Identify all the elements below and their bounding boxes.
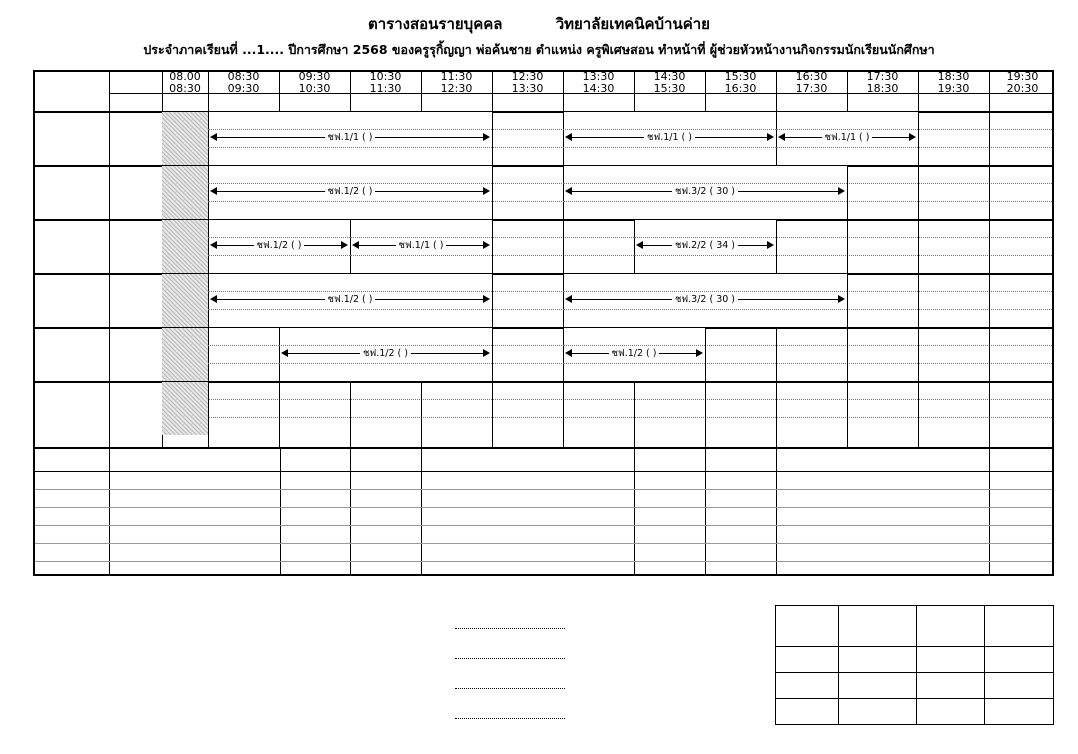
row-dotted-line: [563, 147, 776, 148]
time-start: 12:30: [511, 72, 544, 83]
period-column-divider: [918, 72, 919, 447]
day-column-divider: [109, 72, 110, 447]
subject-table: [33, 449, 1054, 576]
day-label: [35, 273, 109, 327]
class-level-label-wrap: [565, 292, 845, 307]
time-start: 19:30: [1006, 72, 1039, 83]
time-start: 17:30: [866, 72, 899, 83]
time-start: 13:30: [582, 72, 615, 83]
class-level-label-wrap: [565, 346, 703, 361]
class-level-arrow: [210, 131, 490, 144]
day-label: [35, 165, 109, 219]
summary-cell: [776, 672, 838, 698]
period-number: [492, 93, 563, 111]
class-level-label-wrap: [565, 184, 845, 199]
summary-table: [775, 605, 1054, 725]
period-number: [705, 93, 776, 111]
time-start: 16:30: [795, 72, 828, 83]
time-end: 16:30: [724, 81, 757, 93]
subject-column-header: [350, 449, 421, 471]
row-dotted-line: [563, 363, 705, 364]
period-column-divider: [492, 72, 493, 447]
time-end: 11:30: [369, 81, 402, 93]
time-slot: [705, 72, 776, 93]
day-label: [35, 381, 109, 435]
time-value: 08:30: [169, 81, 201, 93]
time-slot: [847, 72, 918, 93]
row-dotted-line: [279, 363, 492, 364]
time-end: 13:30: [511, 81, 544, 93]
time-slot: [492, 72, 563, 93]
schedule-grid: [33, 70, 1054, 449]
subject-row-line: [35, 489, 1052, 490]
summary-cell: [984, 646, 1053, 672]
summary-cell: [916, 646, 984, 672]
time-end: 20:30: [1006, 81, 1039, 93]
row-dotted-line: [350, 255, 492, 256]
row-dotted-line: [208, 147, 492, 148]
class-level-label-wrap: [210, 238, 348, 253]
time-end: 19:30: [937, 81, 970, 93]
activity-header: [162, 93, 208, 111]
class-block-bg: [209, 328, 279, 381]
class-level-arrow: [210, 185, 490, 198]
class-level: ชฟ.3/2 ( 30 ): [672, 294, 738, 305]
period-number: [634, 93, 705, 111]
summary-cell: [916, 672, 984, 698]
time-end: 09:30: [227, 81, 260, 93]
class-level-label-wrap: [565, 130, 774, 145]
period-number: [776, 93, 847, 111]
summary-cell: [838, 646, 916, 672]
class-level: ชฟ.3/2 ( 30 ): [672, 186, 738, 197]
subject-column-header: [705, 449, 776, 471]
summary-cell: [776, 698, 838, 724]
class-level-arrow: [778, 131, 916, 144]
time-end: 15:30: [653, 81, 686, 93]
time-end: 14:30: [582, 81, 615, 93]
row-dotted-line: [634, 255, 776, 256]
summary-cell: [838, 698, 916, 724]
summary-cell: [776, 646, 838, 672]
row-dotted-line: [208, 255, 350, 256]
summary-header: [916, 606, 984, 646]
subject-column-header: [280, 449, 350, 471]
time-slot: [634, 72, 705, 93]
subject-column-header: [989, 449, 1056, 471]
time-slot: [208, 72, 279, 93]
summary-header: [838, 606, 916, 646]
activity-shaded-cell: [162, 112, 208, 165]
row-dotted-line: [208, 309, 492, 310]
time-end: 10:30: [298, 81, 331, 93]
subject-row-line: [35, 525, 1052, 526]
row-dotted-line: [776, 147, 918, 148]
class-level: ชฟ.1/1 ( ): [644, 132, 695, 143]
class-level-label-wrap: [210, 130, 490, 145]
day-label: [35, 111, 109, 165]
class-level-arrow: [565, 347, 703, 360]
subject-column-header: [109, 449, 280, 471]
class-level-label-wrap: [352, 238, 490, 253]
class-level-arrow: [565, 131, 774, 144]
summary-cell: [916, 698, 984, 724]
subject-column-header: [421, 449, 634, 471]
document-title: [0, 12, 1078, 36]
sign-dotted-line: [455, 688, 565, 689]
time-slot: [918, 72, 989, 93]
day-label: [35, 219, 109, 273]
time-slot: [279, 72, 350, 93]
summary-header: [776, 606, 838, 646]
time-start: 08:30: [227, 72, 260, 83]
class-level-arrow: [565, 185, 845, 198]
subject-row-line: [35, 543, 1052, 544]
class-level-arrow: [210, 293, 490, 306]
row-dotted-line: [563, 201, 847, 202]
class-level-label-wrap: [778, 130, 916, 145]
row-dotted-line: [208, 201, 492, 202]
day-label: [35, 327, 109, 381]
period-number: [208, 93, 279, 111]
class-level: ชฟ.1/2 ( ): [254, 240, 305, 251]
subject-column-header: [35, 449, 109, 471]
period-number: [279, 93, 350, 111]
class-level-label-wrap: [281, 346, 490, 361]
period-header: [109, 93, 162, 111]
activity-shaded-cell: [162, 328, 208, 381]
activity-shaded-cell: [162, 220, 208, 273]
class-level: ชฟ.1/1 ( ): [822, 132, 873, 143]
period-number: [989, 93, 1056, 111]
sign-dotted-line: [455, 658, 565, 659]
period-column-divider: [989, 72, 990, 447]
subject-row-line: [35, 561, 1052, 562]
summary-cell: [838, 672, 916, 698]
class-level-arrow: [565, 293, 845, 306]
period-number: [350, 93, 421, 111]
summary-header: [984, 606, 1053, 646]
class-level: ชฟ.1/2 ( ): [325, 294, 376, 305]
activity-shaded-cell: [162, 166, 208, 219]
time-header: [109, 72, 162, 93]
time-end: 17:30: [795, 81, 828, 93]
period-number: [847, 93, 918, 111]
college-name: วิทยาลัยเทคนิคบ้านค่าย: [555, 15, 710, 33]
time-slot: [776, 72, 847, 93]
time-slot: [421, 72, 492, 93]
class-level: ชฟ.1/2 ( ): [360, 348, 411, 359]
day-header: [35, 72, 109, 111]
summary-cell: [984, 672, 1053, 698]
class-level-arrow: [281, 347, 490, 360]
document-subtitle: ประจำภาคเรียนที่ ...1.... ปีการศึกษา 2568 ของครูรุกิ้ญญา พ่อค้นชาย ตำแหน่ง ครูพิเศษสอน ทำหน้าที่ ผู้ช่วยหัวหน้างานกิจกรรมนักเรียนนักศึกษา: [143, 42, 935, 57]
class-level-label-wrap: [636, 238, 774, 253]
row-dotted-line: [208, 363, 279, 364]
first-time-slot: [162, 72, 208, 93]
class-level: ชฟ.1/1 ( ): [325, 132, 376, 143]
subject-header-bottom: [35, 471, 1052, 472]
row-dotted-line: [208, 345, 279, 346]
activity-shaded-cell: [162, 382, 208, 435]
sign-dotted-line: [455, 628, 565, 629]
class-level-label-wrap: [210, 292, 490, 307]
summary-cell: [984, 698, 1053, 724]
time-slot: [563, 72, 634, 93]
time-end: 18:30: [866, 81, 899, 93]
time-start: 10:30: [369, 72, 402, 83]
row-dotted-line: [563, 309, 847, 310]
sign-dotted-line: [455, 718, 565, 719]
time-end: 12:30: [440, 81, 473, 93]
time-start: 18:30: [937, 72, 970, 83]
period-number: [918, 93, 989, 111]
subject-row-line: [35, 507, 1052, 508]
time-slot: [989, 72, 1056, 93]
time-start: 11:30: [440, 72, 473, 83]
class-level-arrow: [636, 239, 774, 252]
time-start: 09:30: [298, 72, 331, 83]
period-number: [421, 93, 492, 111]
class-level: ชฟ.1/1 ( ): [396, 240, 447, 251]
class-level: ชฟ.1/2 ( ): [609, 348, 660, 359]
time-start: 15:30: [724, 72, 757, 83]
class-level-arrow: [210, 239, 348, 252]
class-level-label-wrap: [210, 184, 490, 199]
subject-column-header: [634, 449, 705, 471]
class-level: ชฟ.2/2 ( 34 ): [672, 240, 738, 251]
class-level: ชฟ.1/2 ( ): [325, 186, 376, 197]
class-level-arrow: [352, 239, 490, 252]
time-value: 08.00: [169, 72, 201, 83]
period-number: [563, 93, 634, 111]
time-start: 14:30: [653, 72, 686, 83]
activity-shaded-cell: [162, 274, 208, 327]
subject-column-header: [776, 449, 989, 471]
title-text: ตารางสอนรายบุคคล: [368, 15, 503, 33]
time-slot: [350, 72, 421, 93]
